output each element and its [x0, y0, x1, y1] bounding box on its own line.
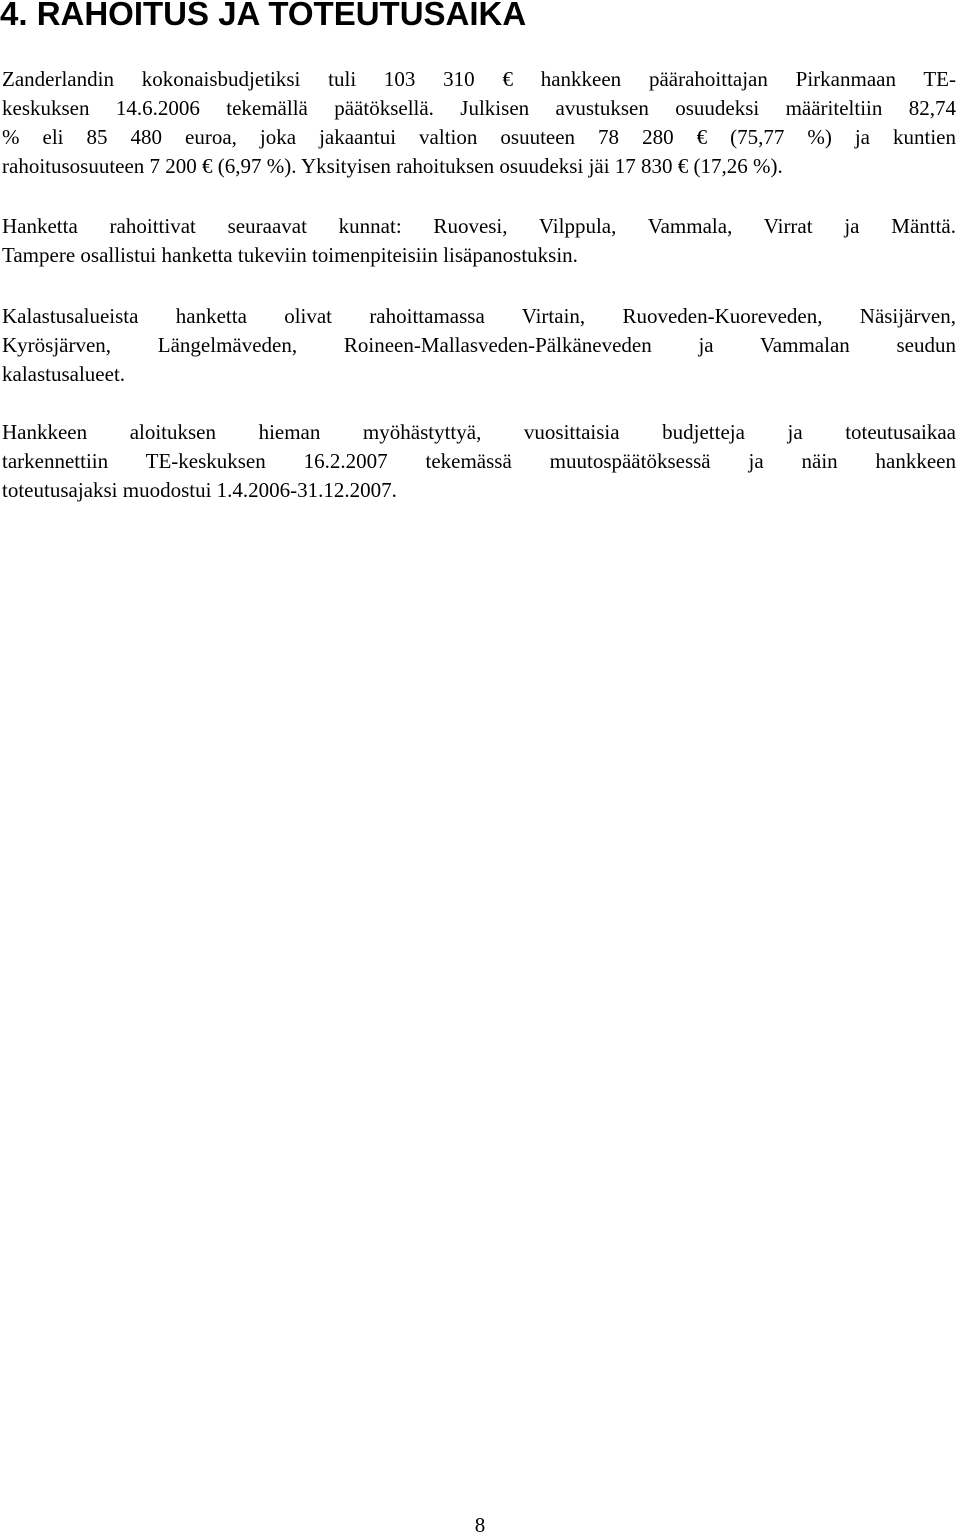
- paragraph-schedule: [2, 418, 956, 505]
- paragraph-line: Kalastusalueista hanketta olivat rahoittamassa Virtain, Ruoveden-Kuoreveden, Näsijärven,: [2, 304, 956, 328]
- paragraph-line: Hankkeen aloituksen hieman myöhästyttyä, vuosittaisia budjetteja ja toteutusaikaa: [2, 420, 956, 444]
- paragraph-funding: [2, 65, 956, 181]
- paragraph-line: kalastusalueet.: [2, 362, 126, 386]
- paragraph-line: Hanketta rahoittivat seuraavat kunnat: Ruovesi, Vilppula, Vammala, Virrat ja Mänttä.: [2, 214, 956, 238]
- paragraph-municipalities: [2, 212, 956, 270]
- paragraph-fishing-areas: [2, 302, 956, 389]
- paragraph-line: rahoitusosuuteen 7 200 € (6,97 %). Yksityisen rahoituksen osuudeksi jäi 17 830 € (17,26 %).: [2, 154, 783, 178]
- paragraph-line: Kyrösjärven, Längelmäveden, Roineen-Mallasveden-Pälkäneveden ja Vammalan seudun: [2, 333, 956, 357]
- page-number: 8: [474, 1513, 486, 1537]
- paragraph-line: % eli 85 480 euroa, joka jakaantui valtion osuuteen 78 280 € (75,77 %) ja kuntien: [2, 125, 956, 149]
- paragraph-line: toteutusajaksi muodostui 1.4.2006-31.12.2007.: [2, 478, 397, 502]
- paragraph-line: Tampere osallistui hanketta tukeviin toimenpiteisiin lisäpanostuksin.: [2, 243, 578, 267]
- section-heading: 4. RAHOITUS JA TOTEUTUSAIKA: [0, 0, 527, 32]
- paragraph-line: Zanderlandin kokonaisbudjetiksi tuli 103 310 € hankkeen päärahoittajan Pirkanmaan TE-: [2, 67, 956, 91]
- paragraph-line: tarkennettiin TE-keskuksen 16.2.2007 tekemässä muutospäätöksessä ja näin hankkeen: [2, 449, 956, 473]
- paragraph-line: keskuksen 14.6.2006 tekemällä päätöksellä. Julkisen avustuksen osuudeksi määriteltiin 82,74: [2, 96, 956, 120]
